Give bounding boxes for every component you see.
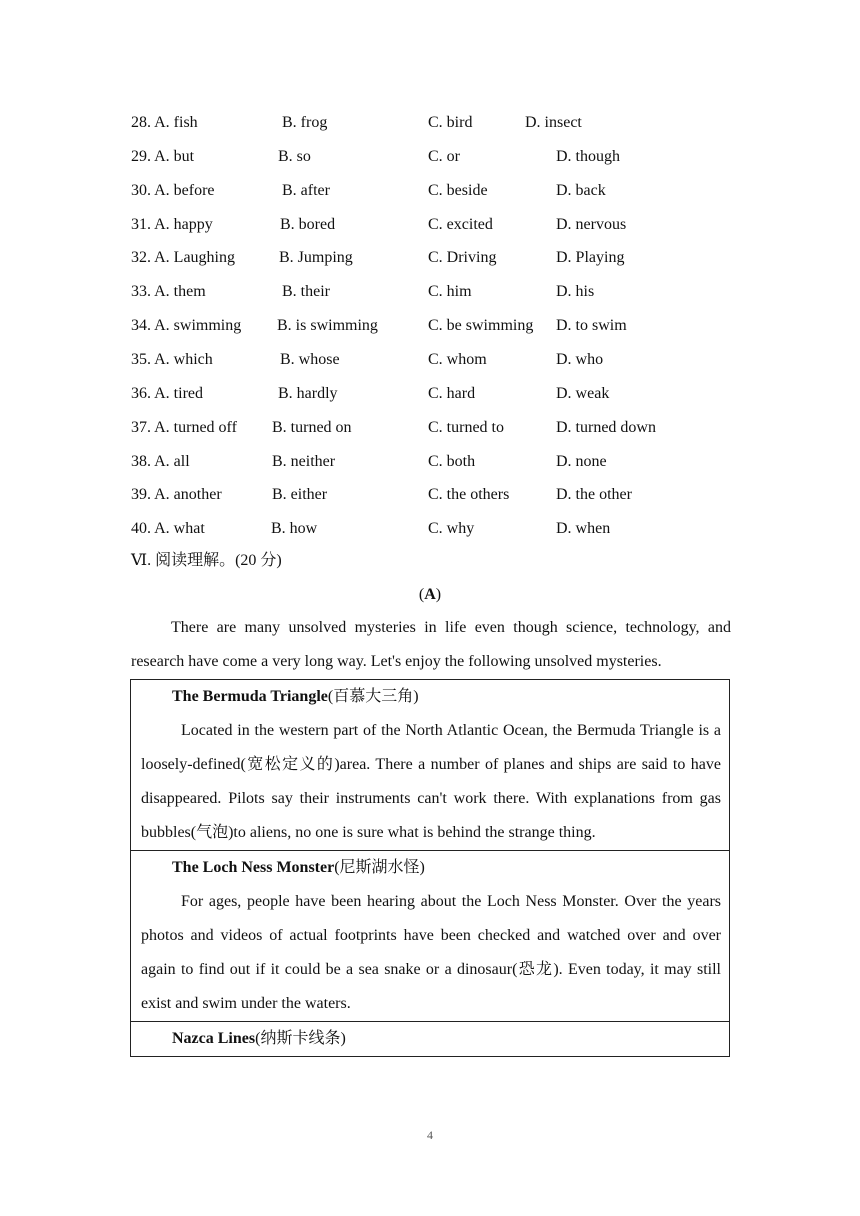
option-b: B. after	[282, 181, 330, 199]
option-b: B. so	[278, 147, 311, 165]
option-c: C. why	[428, 520, 475, 538]
question-row	[0, 519, 860, 553]
option-d: D. to swim	[556, 317, 627, 335]
option-d: D. when	[556, 520, 611, 538]
option-b: B. is swimming	[277, 317, 378, 335]
option-d: D. turned down	[556, 418, 656, 436]
option-d: D. though	[556, 147, 620, 165]
mystery-cell-loch-ness	[131, 851, 729, 1022]
option-c: C. beside	[428, 181, 488, 199]
option-a: 34. A. swimming	[131, 317, 242, 335]
mystery-cell-bermuda	[131, 680, 729, 851]
question-row	[0, 282, 860, 316]
option-a: 30. A. before	[131, 181, 215, 199]
mysteries-table	[130, 679, 730, 1057]
section-title: Ⅵ. 阅读理解。(20 分)	[131, 552, 282, 569]
option-d: D. weak	[556, 384, 610, 402]
option-a: 40. A. what	[131, 520, 205, 538]
option-d: D. who	[556, 350, 604, 368]
option-a: 31. A. happy	[131, 215, 213, 233]
option-c: C. bird	[428, 114, 473, 131]
option-d: D. the other	[556, 486, 632, 504]
question-row	[0, 181, 860, 215]
mystery-body: For ages, people have been hearing about the Loch Ness Monster. Over the years photos and videos of actual footprints have been checked and watched over and over again to find out if it could be a sea snake or a dinosaur(恐龙). Even today, it may still exist and swim under the waters.	[141, 893, 721, 1012]
question-row	[0, 452, 860, 486]
passage-intro: There are many unsolved mysteries in life even though science, technology, and research have come a very long way. Let's enjoy the following unsolved mysteries.	[131, 619, 731, 670]
option-b: B. bored	[280, 215, 336, 233]
option-c: C. Driving	[428, 249, 497, 267]
question-row	[0, 485, 860, 519]
option-a: 36. A. tired	[131, 384, 203, 402]
mystery-title: Nazca Lines(纳斯卡线条)	[172, 1030, 346, 1047]
option-c: C. him	[428, 283, 472, 301]
question-row	[0, 113, 860, 147]
option-b: B. their	[282, 283, 330, 301]
option-a: 28. A. fish	[131, 114, 198, 131]
option-d: D. none	[556, 452, 607, 470]
mystery-title: The Bermuda Triangle(百慕大三角)	[172, 688, 419, 705]
option-d: D. Playing	[556, 249, 625, 267]
page-number: 4	[427, 1128, 433, 1142]
option-c: C. the others	[428, 486, 510, 504]
option-b: B. Jumping	[279, 249, 353, 267]
option-c: C. hard	[428, 384, 476, 402]
option-c: C. excited	[428, 215, 493, 233]
question-row	[0, 418, 860, 452]
option-a: 33. A. them	[131, 283, 206, 301]
option-b: B. neither	[272, 452, 336, 470]
option-c: C. or	[428, 147, 460, 165]
option-a: 38. A. all	[131, 452, 190, 470]
option-c: C. both	[428, 452, 476, 470]
question-row	[0, 316, 860, 350]
option-a: 37. A. turned off	[131, 418, 237, 436]
option-b: B. whose	[280, 350, 340, 368]
question-row	[0, 350, 860, 384]
option-b: B. frog	[282, 114, 328, 131]
option-c: C. be swimming	[428, 317, 534, 335]
question-row	[0, 384, 860, 418]
mystery-body: Located in the western part of the North Atlantic Ocean, the Bermuda Triangle is a loosely-defined(宽松定义的)area. There a number of planes and ships are said to have disappeared. Pilots say their instruments can't work there. With explanations from gas bubbles(气泡)to aliens, no one is sure what is behind the strange thing.	[141, 722, 721, 841]
option-b: B. either	[272, 486, 328, 504]
option-d: D. his	[556, 283, 595, 301]
option-b: B. turned on	[272, 418, 352, 436]
option-c: C. whom	[428, 350, 487, 368]
option-a: 29. A. but	[131, 147, 195, 165]
option-d: D. nervous	[556, 215, 627, 233]
mystery-title: The Loch Ness Monster(尼斯湖水怪)	[172, 859, 425, 876]
question-row	[0, 215, 860, 249]
question-row	[0, 147, 860, 181]
option-c: C. turned to	[428, 418, 504, 436]
option-a: 39. A. another	[131, 486, 222, 504]
option-a: 32. A. Laughing	[131, 249, 235, 267]
option-d: D. back	[556, 181, 606, 199]
question-row	[0, 248, 860, 282]
option-a: 35. A. which	[131, 350, 213, 368]
passage-label: (A)	[418, 586, 442, 603]
option-b: B. how	[271, 520, 318, 538]
option-d: D. insect	[525, 114, 582, 131]
mystery-cell-nazca	[131, 1022, 729, 1056]
option-b: B. hardly	[278, 384, 338, 402]
